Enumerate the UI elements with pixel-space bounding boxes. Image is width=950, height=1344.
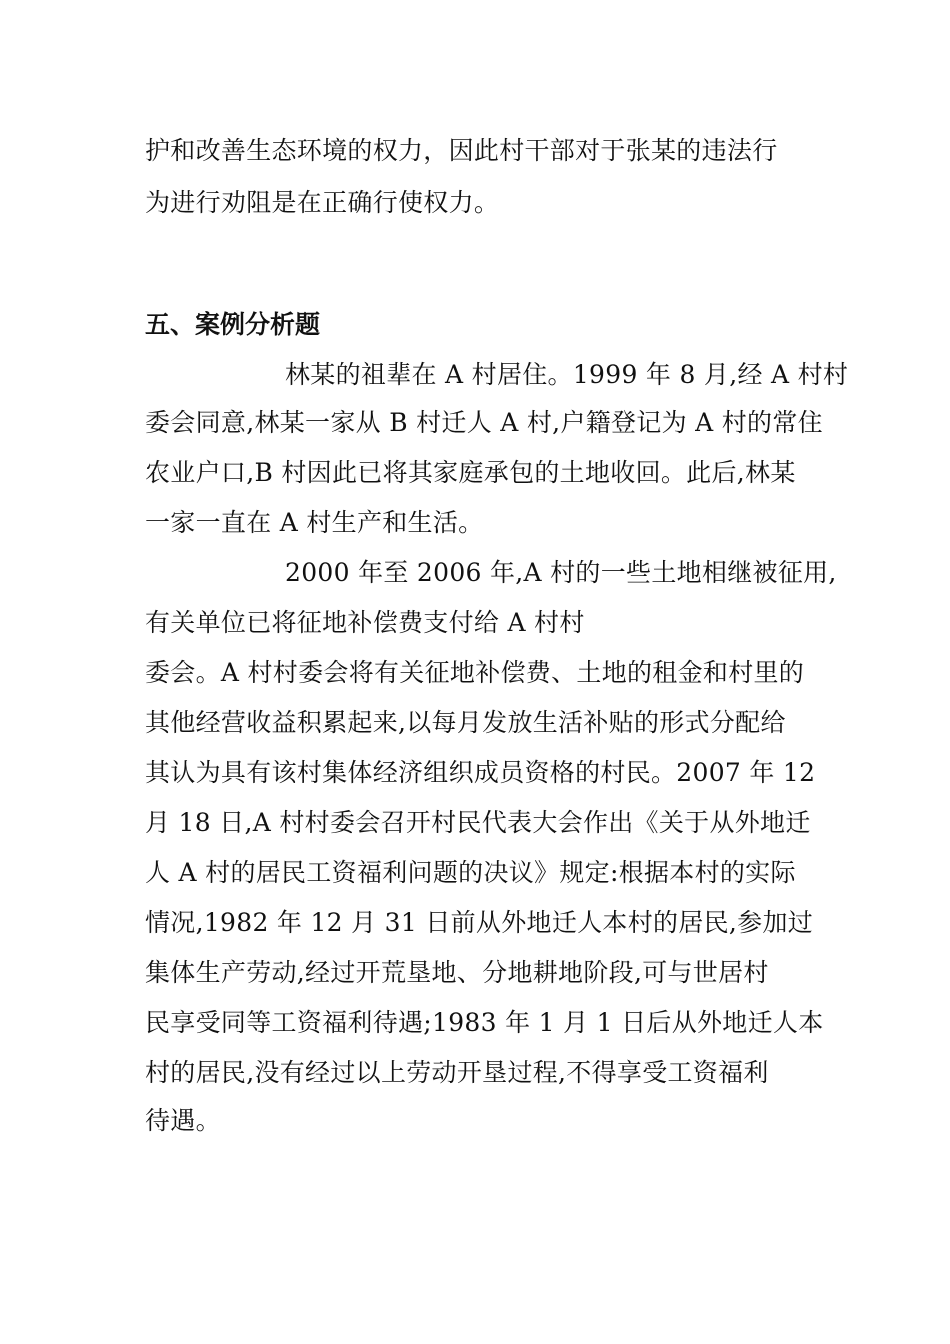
para2-line-6: 月 18 日,A 村村委会召开村民代表大会作出《关于从外地迁 [145, 808, 811, 837]
para1-line-4: 一家一直在 A 村生产和生活。 [145, 508, 484, 537]
para2-line-7: 人 A 村的居民工资福利问题的决议》规定:根据本村的实际 [145, 858, 796, 887]
intro-line-1: 护和改善生态环境的权力，因此村干部对于张某的违法行 [145, 136, 778, 165]
para2-line-8: 情况,1982 年 12 月 31 日前从外地迁人本村的居民,参加过 [145, 908, 814, 937]
para2-line-3: 委会。A 村村委会将有关征地补偿费、土地的租金和村里的 [145, 658, 805, 687]
para1-line-3: 农业户口,B 村因此已将其家庭承包的土地收回。此后,林某 [145, 458, 796, 487]
para2-line-1: 2000 年至 2006 年,A 村的一些土地相继被征用, [285, 558, 837, 587]
para2-line-11: 村的居民,没有经过以上劳动开垦过程,不得享受工资福利 [145, 1058, 769, 1087]
para2-line-10: 民享受同等工资福利待遇;1983 年 1 月 1 日后从外地迁人本 [145, 1008, 824, 1037]
para1-line-1: 林某的祖辈在 A 村居住。1999 年 8 月,经 A 村村 [285, 360, 849, 389]
intro-line-2: 为进行劝阻是在正确行使权力。 [145, 188, 500, 217]
section-title: 五、案例分析题 [145, 310, 321, 339]
para2-line-2: 有关单位已将征地补偿费支付给 A 村村 [145, 608, 585, 637]
para2-line-4: 其他经营收益积累起来,以每月发放生活补贴的形式分配给 [145, 708, 786, 737]
para1-line-2: 委会同意,林某一家从 B 村迁人 A 村,户籍登记为 A 村的常住 [145, 408, 823, 437]
para2-line-9: 集体生产劳动,经过开荒垦地、分地耕地阶段,可与世居村 [145, 958, 769, 987]
para2-line-5: 其认为具有该村集体经济组织成员资格的村民。2007 年 12 [145, 758, 816, 787]
para2-line-12: 待遇。 [145, 1106, 221, 1135]
